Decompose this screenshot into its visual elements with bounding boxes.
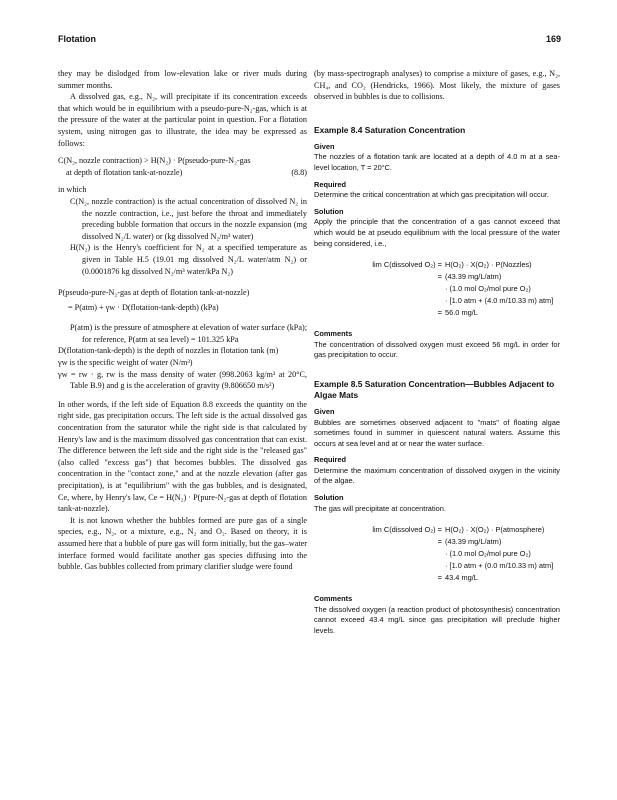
- math-result: 43.4 mg/L: [445, 573, 478, 583]
- math-block: lim C(dissolved O₂) = H(O₂) · X(O₂) · P(Nozzles) = (43.39 mg/L/atm) · (1.0 mol O₂/mol pure O₂) · [1.0 atm + (4.0 m/10.33 m) atm] = 56.0 mg/L: [314, 259, 560, 319]
- example-title: Example 8.4 Saturation Concentration: [314, 124, 466, 135]
- definition: H(N₂) is the Henry's coefficient for N₂ at a specified temperature as given in Table H.5 (19.01 mg dissolved N₂/L water/atm N₂) or (0.0001876 kg dissolved N₂/m³ water/kPa N₂): [70, 243, 307, 276]
- math-line: H(O₂) · X(O₂) · P(atmosphere): [445, 525, 545, 535]
- equation-line: = P(atm) + γw · D(flotation-tank-depth) (kPa): [68, 302, 219, 312]
- math-lhs: lim C(dissolved O₂) =: [372, 525, 442, 535]
- section-heading: Given: [314, 406, 335, 416]
- left-column: [58, 68, 307, 573]
- equation: [58, 287, 307, 313]
- example-text: The concentration of dissolved oxygen must exceed 56 mg/L in order for gas precipitation to occur.: [314, 339, 560, 360]
- section-heading: Required: [314, 179, 347, 189]
- math-line: (43.39 mg/L/atm): [445, 272, 502, 282]
- section-heading: Required: [314, 455, 347, 465]
- equation-line: P(pseudo-pure-N₂-gas at depth of flotation tank-at-nozzle): [58, 288, 250, 298]
- math-line: · [1.0 atm + (4.0 m/10.33 m) atm]: [445, 296, 554, 306]
- example-text: The dissolved oxygen (a reaction product of photosynthesis) concentration cannot exceed 43.4 mg/L since gas precipitation will preclude higher levels.: [314, 604, 560, 636]
- math-block: lim C(dissolved O₂) = H(O₂) · X(O₂) · P(atmosphere) = (43.39 mg/L/atm) · (1.0 mol O₂/mol pure O₂) · [1.0 atm + (0.0 m/10.33 m) atm] = 43.4 mg/L: [314, 524, 560, 584]
- paragraph: It is not known whether the bubbles formed are pure gas of a single species, e.g., N₂, or a mixture, e.g., N₂ and O₂. Based on theory, it is assumed here that a bubble of pure gas will form initially, but the gas–water interface formed would facilitate another gas species diffusing into the bubble. Gas bubbles collected from primary clarifier sludge were found: [58, 515, 307, 572]
- section-heading: Comments: [314, 594, 353, 604]
- paragraph: In other words, if the left side of Equation 8.8 exceeds the quantity on the right side, gas precipitation occurs. The left side is the actual dissolved gas concentration from the saturator while the right side is that calculated by Henry's law and is the maximum dissolved gas concentration that can exist. The difference between the left side and the right side is the "released gas" (also called "excess gas") that becomes bubbles. The dissolved gas concentration in the "contact zone," and at the nozzle elevation (after gas precipitation), is at "equilibrium" with the gas bubbles, and is designated, Ce, where, by Henry's law, Ce = H(N₂) · P(pure-N₂-gas at depth of flotation tank-at-nozzle).: [58, 399, 307, 514]
- math-line: · [1.0 atm + (0.0 m/10.33 m) atm]: [445, 561, 554, 571]
- definition: P(atm) is the pressure of atmosphere at elevation of water surface (kPa); for reference, P(atm at sea level) = 101.325 kPa: [70, 323, 307, 344]
- example-text: Bubbles are sometimes observed adjacent to "mats" of floating algae sometimes found in summer in quiescent natural waters. Assume this occurs at sea level and at or near the water surface.: [314, 417, 560, 448]
- math-line: H(O₂) · X(O₂) · P(Nozzles): [445, 260, 532, 270]
- math-result: 56.0 mg/L: [445, 308, 478, 318]
- paragraph: A dissolved gas, e.g., N₂, will precipitate if its concentration exceeds that which would be in equilibrium with a pseudo-pure-N₂-gas, which is at the pressure of the water at the particular point in question. For a flotation system, using nitrogen gas to illustrate, the idea may be expressed as follows:: [58, 92, 307, 148]
- math-line: · (1.0 mol O₂/mol pure O₂): [445, 284, 531, 294]
- equation-line: C(N₂, nozzle contraction) > H(N₂) · P(pseudo-pure-N₂-gas: [58, 156, 251, 166]
- paragraph: they may be dislodged from low-elevation lake or river muds during summer months.: [58, 69, 307, 90]
- example-text: Apply the principle that the concentration of a gas cannot exceed that which would be at pseudo equilibrium with the local pressure of the water being considered, i.e.,: [314, 217, 560, 248]
- math-line: · (1.0 mol O₂/mol pure O₂): [445, 549, 531, 559]
- definition: γw = rw · g, rw is the mass density of water (998.2063 kg/m³ at 20°C, Table B.9) and g is the acceleration of gravity (9.806650 m/s²): [58, 369, 307, 391]
- right-column: [314, 68, 560, 637]
- section-heading: Given: [314, 141, 335, 151]
- math-lhs: lim C(dissolved O₂) =: [372, 260, 442, 270]
- definition: C(N₂, nozzle contraction) is the actual concentration of dissolved N₂ in the nozzle contraction, i.e., just before the throat and immediately preceding bubble formation that occurs in the nozzle expansion (mg dissolved N₂/L water) or (kg dissolved N₂/m³ water): [70, 196, 307, 241]
- equation-number: (8.8): [291, 167, 307, 177]
- example-title: Example 8.5 Saturation Concentration—Bubbles Adjacent to Algae Mats: [314, 378, 555, 400]
- paragraph: in which: [58, 185, 87, 195]
- section-heading: Solution: [314, 206, 344, 216]
- running-header-title: Flotation: [58, 34, 96, 44]
- example-text: The nozzles of a flotation tank are located at a depth of 4.0 m at a sea-level location, T = 20°C.: [314, 152, 560, 172]
- example-text: The gas will precipitate at concentration.: [314, 503, 446, 513]
- equation-8-8: [58, 155, 307, 178]
- math-line: (43.39 mg/L/atm): [445, 537, 502, 547]
- section-heading: Solution: [314, 493, 344, 503]
- example-text: Determine the maximum concentration of dissolved oxygen in the vicinity of the algae.: [314, 465, 560, 486]
- equation-line: at depth of flotation tank-at-nozzle): [66, 167, 183, 177]
- example-text: Determine the critical concentration at which gas precipitation will occur.: [314, 190, 549, 200]
- section-heading: Comments: [314, 329, 353, 339]
- definition: D(flotation-tank-depth) is the depth of nozzles in flotation tank (m): [58, 346, 279, 356]
- paragraph: (by mass-spectrograph analyses) to comprise a mixture of gases, e.g., N₂, CH₄, and CO₂ (Hendricks, 1966). Most likely, the mixture of gases observed in bubbles is due to collisions.: [314, 69, 560, 102]
- definition: γw is the specific weight of water (N/m³): [58, 358, 193, 368]
- page-number: 169: [545, 34, 561, 44]
